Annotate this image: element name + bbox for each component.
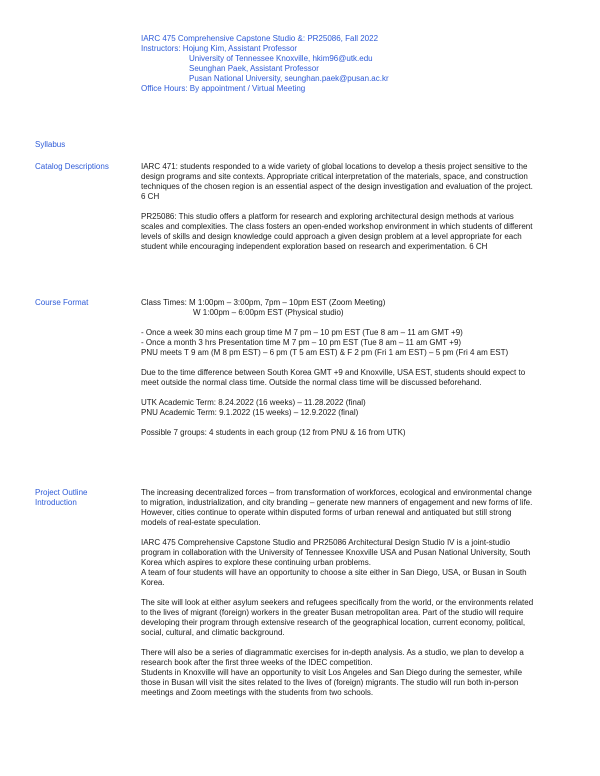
outline-paragraph-4: There will also be a series of diagrammatic exercises for in-depth analysis. As a studio, we plan to develop a research book after the first three weeks of the IDEC competition. xyxy=(141,648,524,667)
project-outline-label-2: Introduction xyxy=(35,498,77,507)
catalog-descriptions-body xyxy=(141,162,536,252)
outline-paragraph-4b: Students in Knoxville will have an opportunity to visit Los Angeles and San Diego during the semester, while those in Busan will visit the sites related to the lives of (foreign) migrants. The studio will run both in-person meetings and Zoom meetings with the students from two schools. xyxy=(141,668,523,697)
outline-paragraph-3: The site will look at either asylum seekers and refugees specifically from the world, or the environments related to the lives of migrant (foreign) workers in the greater Busan metropolitan area. Part of the studio will require developing their program through extensive research of the geographical location, current economy, political, social, cultural, and climatic background. xyxy=(141,598,534,637)
instructor-2-affiliation: Pusan National University, seunghan.paek@pusan.ac.kr xyxy=(189,74,389,83)
syllabus-heading: Syllabus xyxy=(35,140,66,149)
project-outline-label-1: Project Outline xyxy=(35,488,88,497)
pnu-meeting-time: PNU meets T 9 am (M 8 pm EST) – 6 pm (T 5 am EST) & F 2 pm (Fri 1 am EST) – 5 pm (Fri 4 am EST) xyxy=(141,348,509,357)
catalog-pr25086: PR25086: This studio offers a platform for research and exploring architectural design methods at various scales and complexities. The class fosters an open-ended workshop environment in which students of different levels of skills and design knowledge could approach a given design problem at a level appropriate for each student while encouraging independent exploration based on research and experimentation. 6 CH xyxy=(141,212,533,251)
catalog-descriptions-label: Catalog Descriptions xyxy=(35,162,109,171)
catalog-iarc471: IARC 471: students responded to a wide variety of global locations to develop a thesis project sensitive to the design programs and site contexts. Appropriate critical interpretation of the materials, space, and construction techniques of the chosen region is an essential aspect of the design investigation and evaluation of the project. 6 CH xyxy=(141,162,533,201)
office-hours: Office Hours: By appointment / Virtual Meeting xyxy=(141,84,306,93)
outline-paragraph-1: The increasing decentralized forces – from transformation of workforces, ecological and environmental change to migration, industrialization, and city branding – generate new manners of engagement and new forms of life. However, cities continue to operate within disputed forms of urban renewal and antiquated but still strong models of real-estate speculation. xyxy=(141,488,533,527)
instructor-1: Instructors: Hojung Kim, Assistant Professor xyxy=(141,44,298,53)
project-outline-label xyxy=(35,488,135,508)
time-difference-note: Due to the time difference between South Korea GMT +9 and Knoxville, USA EST, students should expect to meet outside the normal class time. Outside the normal class time will be discussed beforehand. xyxy=(141,368,526,387)
utk-term: UTK Academic Term: 8.24.2022 (16 weeks) – 11.28.2022 (final) xyxy=(141,398,366,407)
outline-paragraph-2b: A team of four students will have an opportunity to choose a site either in San Diego, USA, or Busan in South Korea. xyxy=(141,568,527,587)
class-times: Class Times: M 1:00pm – 3:00pm, 7pm – 10pm EST (Zoom Meeting) xyxy=(141,298,386,307)
group-time-monthly: - Once a month 3 hrs Presentation time M 7 pm – 10 pm EST (Tue 8 am – 11 am GMT +9) xyxy=(141,338,462,347)
course-title: IARC 475 Comprehensive Capstone Studio &: PR25086, Fall 2022 xyxy=(141,34,379,43)
group-info: Possible 7 groups: 4 students in each group (12 from PNU & 16 from UTK) xyxy=(141,428,406,437)
course-format-body xyxy=(141,298,536,438)
course-format-label: Course Format xyxy=(35,298,89,307)
instructor-2: Seunghan Paek, Assistant Professor xyxy=(189,64,319,73)
group-time-weekly: - Once a week 30 mins each group time M 7 pm – 10 pm EST (Tue 8 am – 11 am GMT +9) xyxy=(141,328,463,337)
pnu-term: PNU Academic Term: 9.1.2022 (15 weeks) – 12.9.2022 (final) xyxy=(141,408,359,417)
document-header xyxy=(141,34,389,94)
class-times-w: W 1:00pm – 6:00pm EST (Physical studio) xyxy=(193,308,344,317)
outline-paragraph-2: IARC 475 Comprehensive Capstone Studio and PR25086 Architectural Design Studio IV is a joint-studio program in collaboration with the University of Tennessee Knoxville USA and Pusan National University, South Korea which aspires to explore these continuing urban problems. xyxy=(141,538,531,567)
instructor-1-affiliation: University of Tennessee Knoxville, hkim96@utk.edu xyxy=(189,54,373,63)
project-outline-body xyxy=(141,488,536,698)
